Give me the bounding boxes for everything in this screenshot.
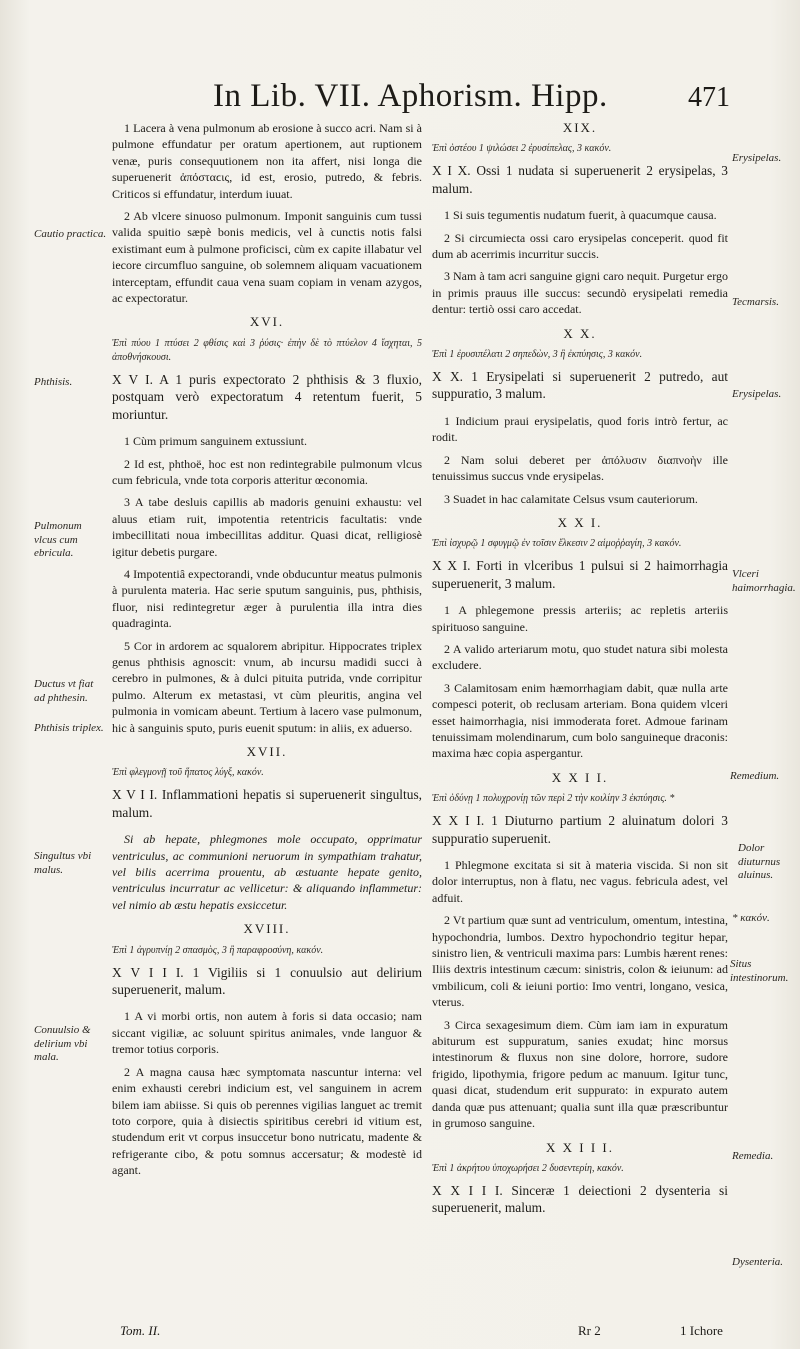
margin-note: Dolor diuturnus aluinus. <box>738 842 781 881</box>
commentary-paragraph: 2 Nam solui deberet per ἀπόλυσιν διαπνοὴν ille tenuissimus succus vnde erysipelas. <box>432 452 728 484</box>
aphorism-number: XVI. <box>249 314 285 330</box>
aphorism-latin: X V I. A 1 puris expectorato 2 phthisis & 3 fluxio, postquam verò expectoratum 4 retentum fuerit, 5 moriuntur. <box>112 371 422 422</box>
margin-note: Situs intestinorum. <box>730 958 789 984</box>
commentary-paragraph: 3 Nam à tam acri sanguine gigni caro nequit. Purgetur ergo in primis prauus ille succus: secundò erysipelati remedia dentur: tertiò ossi caro accedat. <box>432 269 728 317</box>
commentary-paragraph: 1 A phlegemone pressis arteriis; ac repletis arteriis spirituoso sanguine. <box>432 603 728 634</box>
margin-note: Phthisis triplex. <box>34 722 104 734</box>
commentary-paragraph: 2 Ab vlcere sinuoso pulmonum. Imponit sanguinis cum tussi valida spuitio sæpè bonis medicis, vel à cunctis notis falsi existimant eum à pulmone proficisci, cùm ex capite illabatur vel iecore circumfluo sanguine, ob solemnem aliquam vacuationem interceptam, effundit caua vena suam copiam in venam azygos, ac expectoratur. <box>112 209 422 306</box>
greek-text: Ἐπὶ 1 ἀκρήτου ὑποχωρήσει 2 δυσεντερίη, κακόν. <box>432 1162 624 1174</box>
margin-note: Remedium. <box>730 770 780 782</box>
margin-note: Pulmonum vlcus cum ebricula. <box>34 520 82 559</box>
commentary-paragraph: 2 Vt partium quæ sunt ad ventriculum, omentum, intestina, hypochondria, lumbos. Dextro hypochondrio tegitur hepar, sinistro lien, & ventriculi maxima pars: Lumbis hærent renes: Iliis dextris intestinum cæcum: sinistris, colon & ieiunum: ad vmbilicum, coli & ieiuni portio: Imo ventri, longano, vesica, vterus. <box>432 913 728 1010</box>
catchword: 1 Ichore <box>680 1323 723 1338</box>
aphorism-latin: X X I. Forti in vlceribus 1 pulsui si 2 haimorrhagia superuenerit, 3 malum. <box>432 558 728 591</box>
aphorism-number: XVIII. <box>243 921 291 937</box>
commentary-paragraph: 3 A tabe desluis capillis ab madoris genuini exhaustu: vel aluus etiam ruit, impotentia retentricis facultatis: vnde imbecillitati noua imbecillitas additur. Quasi dicat, relligiosè igitur debetis purgare. <box>112 495 422 559</box>
aphorism-number: XIX. <box>562 120 598 135</box>
margin-note: Tecmarsis. <box>732 296 779 308</box>
margin-note: Erysipelas. <box>732 388 782 400</box>
left-column <box>112 120 422 1185</box>
margin-note: Dysenteria. <box>732 1256 784 1268</box>
commentary-paragraph: 2 A magna causa hæc symptomata nascuntur interna: vel enim exhausti cerebri indicium est, vel sanguinem in acrem bilem iam abiisse. Si quis ob perennes vigilias languet ac tremit toto corpore, quia à disiectis spiritibus cerebri id vitium est, studendum erit vt corpus insuccetur bono nutricatu, madente & refrigerante cibo, & potu somnus accersatur; & modestè id agant. <box>112 1064 422 1178</box>
aphorism-number: XVII. <box>246 744 288 759</box>
commentary-paragraph: 1 A vi morbi ortis, non autem à foris si data occasio; nam siccant vigiliæ, ac soluunt spiritus animales, vnde languor & tremor totius corporis. <box>112 1009 422 1057</box>
greek-text: Ἐπὶ πύου 1 πτύσει 2 φθίσις καὶ 3 ῥύσις· ἐπὴν δὲ τὸ πτύελον 4 ἴσχηται, 5 ἀποθνήσκουσι. <box>112 337 422 363</box>
commentary-paragraph: 1 Phlegmone excitata si sit à materia viscida. Si non sit dolor interruptus, non à flatu, nec vagus. febricula adest, vel adfuit. <box>432 858 728 905</box>
margin-note: Vlceri haimorrhagia. <box>732 568 796 594</box>
aphorism-latin: X V I I. Inflammationi hepatis si superuenerit singultus, malum. <box>112 787 422 820</box>
aphorism-latin: X I X. Ossi 1 nudata si superuenerit 2 erysipelas, 3 malum. <box>432 163 728 196</box>
aphorism-latin: X X I I I. Sinceræ 1 deiectioni 2 dysenteria si superuenerit, malum. <box>432 1182 728 1216</box>
aphorism-number: X X I. <box>557 514 603 530</box>
volume-marker: Tom. II. <box>120 1323 161 1338</box>
margin-note: Conuulsio & delirium vbi mala. <box>34 1024 91 1063</box>
commentary-paragraph: Si ab hepate, phlegmones mole occupato, opprimatur ventriculus, ac communioni neruorum in sympathiam trahatur, vel bilis acerrima prouentu, ab æstuante hepate genito, ventriculus incurratur ac vellicetur: & aliquando inflammetur: vel nimio ab æstu hepatis exsiccetur. <box>112 832 422 912</box>
greek-text: Ἐπὶ ὀδύνῃ 1 πολυχρονίῃ τῶν περὶ 2 τὴν κοιλίην 3 ἐκπύησις. * <box>432 793 675 805</box>
commentary-paragraph: 5 Cor in ardorem ac squalorem abripitur. Hippocrates triplex genus phthisis agnoscit: vnum, ab incursu madidi succi à cerebro in pulmones, & à dulci pituita putrida, vnde corripitur pulmo. Alterum ex metastasi, vt cùm pleuritis, angina vel pulmonia in vomicam abeunt. Tertium à lacero vase pulmonum, hic à sanguinis sputo, puris euenit sputum: in aliis, ex aduerso. <box>112 638 422 735</box>
margin-note: Erysipelas. <box>732 152 782 164</box>
margin-note: * κακόν. <box>732 912 770 924</box>
margin-note: Ductus vt fiat ad phthesin. <box>34 678 94 704</box>
margin-note: Cautio practica. <box>34 228 107 240</box>
commentary-paragraph: 2 Id est, phthoë, hoc est non redintegrabile pulmonum vlcus cum febricula, vnde tota corporis atteritur œconomia. <box>112 456 422 487</box>
commentary-paragraph: 1 Si suis tegumentis nudatum fuerit, à quacumque causa. <box>444 208 717 223</box>
commentary-paragraph: 3 Calamitosam enim hæmorrhagiam dabit, quæ nulla arte compesci poterit, ob reclusam arteriam. Bona quidem vlceri esset haimorrhagia, nisi immoderata foret. Admoue farinam tenuissimam molendinarum, cum bolo sanguineque draconis: maxima hæc copia aspergantur. <box>432 680 728 761</box>
page-header <box>0 78 800 118</box>
commentary-paragraph: 3 Circa sexagesimum diem. Cùm iam iam in expuratum abiturum est suppuratum, sanies exudat; hinc morsus intestinorum & fluxus non sine dolore, horrore, sudore frigido, lipothymia, frigore pedum ac manuum. Igitur tunc, quasi dicat, studendum erit suppurato: in expurato autem danda quæ pus attenuant; qualia sunt illa quæ præscribuntur in grumoso sanguine. <box>432 1017 728 1131</box>
aphorism-number: X X I I. <box>551 769 609 785</box>
commentary-paragraph: 4 Impotentiâ expectorandi, vnde obducuntur meatus pulmonis à purulenta materia. Hac serie sputum sanguinis, pus, phthisis, fluor, nisi redintegretur æger à purulentia illa intra dies quadraginta. <box>112 566 422 631</box>
greek-text: Ἐπὶ φλεγμονῇ τοῦ ἥπατος λύγξ, κακόν. <box>112 767 264 779</box>
margin-note: Phthisis. <box>34 376 73 388</box>
page-number: 471 <box>688 82 730 113</box>
running-title: In Lib. VII. Aphorism. Hipp. <box>213 78 608 114</box>
commentary-paragraph: 2 A valido arteriarum motu, quo studet natura sibi molesta excludere. <box>432 641 728 673</box>
aphorism-latin: X V I I I. 1 Vigiliis si 1 conuulsio aut delirium superuenerit, malum. <box>112 964 422 998</box>
commentary-paragraph: 3 Suadet in hac calamitate Celsus vsum cauteriorum. <box>444 491 698 506</box>
greek-text: Ἐπὶ ἰσχυρῷ 1 σφυγμῷ ἐν τοῖσιν ἕλκεσιν 2 αἱμοῤῥαγίη, 3 κακόν. <box>432 538 682 550</box>
aphorism-latin: X X. 1 Erysipelati si superuenerit 2 putredo, aut suppuratio, 3 malum. <box>432 369 728 402</box>
signature-mark: Rr 2 <box>578 1323 601 1338</box>
greek-text: Ἐπὶ 1 ἀγρυπνίῃ 2 σπασμὸς, 3 ἢ παραφροσύνη, κακόν. <box>112 944 324 956</box>
aphorism-number: X X. <box>563 325 597 341</box>
commentary-paragraph: 1 Indicium praui erysipelatis, quod foris intrò fertur, ac rodit. <box>432 413 728 445</box>
greek-text: Ἐπὶ ὀστέου 1 ψιλώσει 2 ἐρυσίπελας, 3 κακόν. <box>432 143 612 155</box>
aphorism-number: X X I I I. <box>545 1139 614 1155</box>
margin-note: Remedia. <box>732 1150 774 1162</box>
greek-text: Ἐπὶ 1 ἐρυσιπέλατι 2 σηπεδὼν, 3 ἢ ἐκπύησις, 3 κακόν. <box>432 349 643 361</box>
commentary-paragraph: 1 Lacera à vena pulmonum ab erosione à succo acri. Nam si à pulmone effundatur per oratum apertionem, aut ruptionem venæ, puris consequutionem non ita affert, nisi longa die superuenerit ἀπόσταϲις, id est, erosio, putredo, & febris. Criticos si effundatur, interdum iuuat. <box>112 121 422 201</box>
right-column <box>432 120 728 1227</box>
commentary-paragraph: 2 Si circumiecta ossi caro erysipelas conceperit. quod fit dum ab acerrimis incurritur succis. <box>432 230 728 262</box>
commentary-paragraph: 1 Cùm primum sanguinem extussiunt. <box>124 434 307 449</box>
aphorism-latin: X X I I. 1 Diuturno partium 2 aluinatum dolori 3 suppuratio superuenit. <box>432 813 728 846</box>
margin-note: Singultus vbi malus. <box>34 850 92 876</box>
